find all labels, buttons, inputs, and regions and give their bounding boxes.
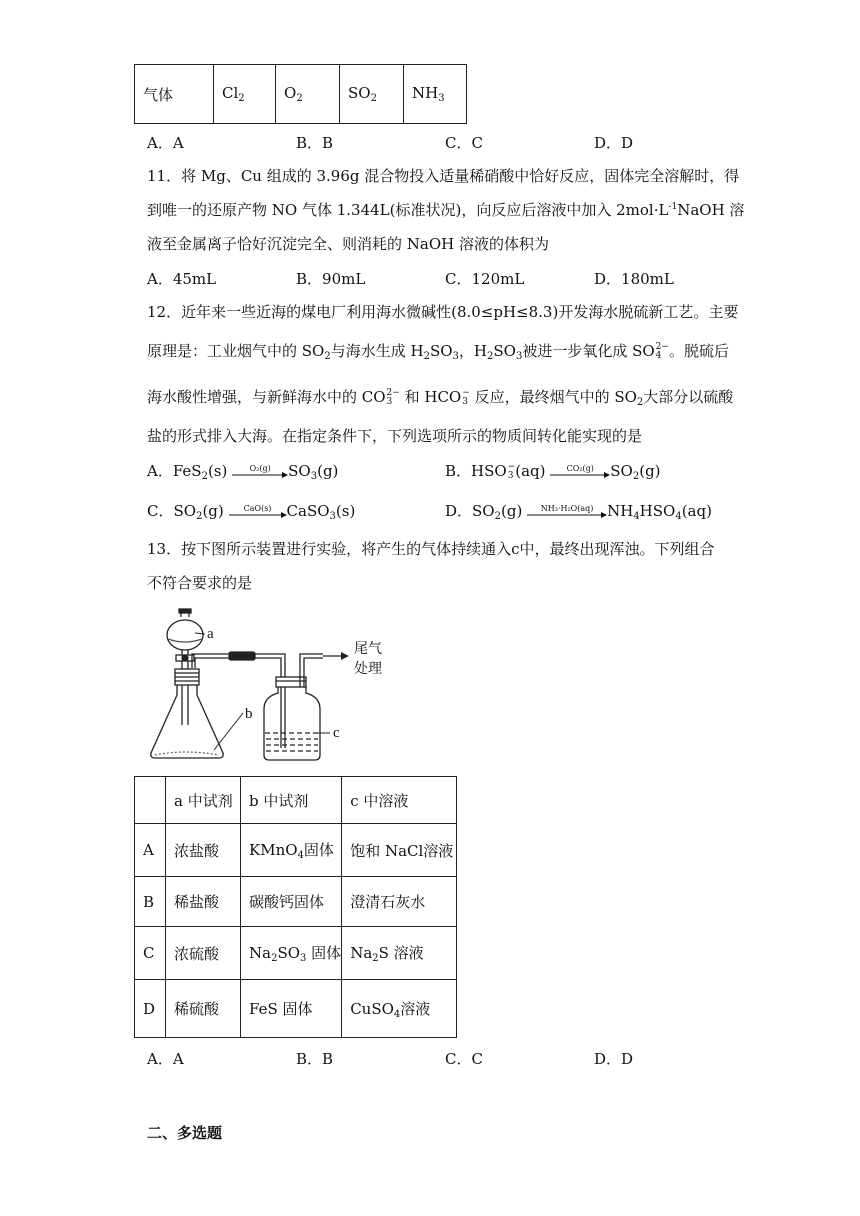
cell-c-solution: $Na_2S$ 溶液 [342,927,457,980]
label-b: b [245,706,253,722]
table-row [135,980,457,1038]
reaction-arrow: CO₂(g) [550,465,610,479]
cell-b-reagent: 碳酸钙固体 [241,877,342,927]
cell-c-solution: 澄清石灰水 [342,877,457,927]
gas-cell-so2: $SO_2$ [340,65,404,124]
tail-gas-label-2: 处理 [354,661,382,677]
q12-text-line4: 盐的形式排入大海。在指定条件下，下列选项所示的物质间转化能实现的是 [147,427,643,445]
row-id: D [135,980,166,1038]
table-row [135,824,457,877]
cell-c-solution: CuSO$_4$溶液 [342,980,457,1038]
cell-a-reagent: 稀硫酸 [166,980,241,1038]
row-id: B [135,877,166,927]
reagent-table [134,776,457,1038]
q11-option-c[interactable]: C．120mL [445,270,525,288]
cell-b-reagent: FeS 固体 [241,980,342,1038]
q11-option-a[interactable]: A．45mL [147,270,217,288]
q12-option-c[interactable]: C．$SO_2(g)$ CaO(s) CaSO$_3$(s) [147,502,356,522]
cell-a-reagent: 稀盐酸 [166,877,241,927]
table-header-row [135,777,457,824]
cell-a-reagent: 浓硫酸 [166,927,241,980]
gas-bottle [264,654,323,760]
gas-cell-o2: $O_2$ [276,65,340,124]
q12-text-line2: 原理是：工业烟气中的 $SO_2$与海水生成 $H_2SO_3$，$H_2SO_3$被进一步氧化成 SO 2− 4 。脱硫后 [147,342,729,362]
row-id: A [135,824,166,877]
q12-option-b[interactable]: B．HSO − 3 (aq) CO₂(g) $SO_2(g)$ [445,462,661,482]
cell-b-reagent: KMnO$_4$固体 [241,824,342,877]
label-a: a [207,626,214,642]
gas-cell-cl2: $Cl_2$ [214,65,276,124]
q12-option-a[interactable]: A．FeS$_2$(s) O₂(g) $SO_3(g)$ [147,462,339,482]
table-header-cell: c 中溶液 [342,777,457,824]
label-c: c [333,725,340,741]
cell-a-reagent: 浓盐酸 [166,824,241,877]
q11-text-line3: 液至金属离子恰好沉淀完全、则消耗的 NaOH 溶液的体积为 [147,235,549,253]
delivery-tube [192,652,285,681]
q11-option-b[interactable]: B．90mL [296,270,366,288]
separatory-funnel [167,609,203,725]
gas-cell-nh3: $NH_3$ [404,65,467,124]
q11-option-d[interactable]: D．180mL [594,270,674,288]
section-title: 二、多选题 [147,1124,223,1142]
table-row [135,927,457,980]
table-header-cell [135,777,166,824]
q13-option-b[interactable]: B．B [296,1050,334,1068]
q10-option-d[interactable]: D．D [594,134,634,152]
gas-table [134,64,467,124]
table-header-cell: a 中试剂 [166,777,241,824]
q13-option-d[interactable]: D．D [594,1050,634,1068]
q12-text-line1: 12．近年来一些近海的煤电厂利用海水微碱性(8.0≤pH≤8.3)开发海水脱硫新工艺。主要 [147,303,739,321]
reaction-arrow: CaO(s) [229,505,287,519]
cell-b-reagent: $Na_2SO_3$ 固体 [241,927,342,980]
tail-gas-label-1: 尾气 [354,641,382,657]
q13-option-a[interactable]: A．A [147,1050,184,1068]
gas-table-header: 气体 [135,65,214,124]
conical-flask [151,669,223,758]
reaction-arrow: NH₃·H₂O(aq) [527,505,607,519]
q12-text-line3: 海水酸性增强，与新鲜海水中的 CO 2− 3 和 HCO − 3 反应，最终烟气中的 $SO_2$大部分以硫酸 [147,388,734,408]
table-header-cell: b 中试剂 [241,777,342,824]
q12-option-d[interactable]: D．$SO_2(g)$ NH₃·H₂O(aq) $NH_4HSO_4(aq)$ [445,502,712,522]
q10-option-c[interactable]: C．C [445,134,483,152]
q13-text-line1: 13．按下图所示装置进行实验，将产生的气体持续通入c中，最终出现浑浊。下列组合 [147,540,715,558]
cell-c-solution: 饱和 NaCl溶液 [342,824,457,877]
tail-gas-arrow-icon [341,652,349,660]
q13-text-line2: 不符合要求的是 [147,574,253,592]
table-row [135,877,457,927]
q11-text-line2: 到唯一的还原产物 NO 气体 1.344L(标准状况)，向反应后溶液中加入 $2mol\cdot L^{-1}NaOH$ 溶 [147,201,745,219]
row-id: C [135,927,166,980]
q11-text-line1: 11．将 Mg、Cu 组成的 3.96g 混合物投入适量稀硝酸中恰好反应，固体完全溶解时，得 [147,167,740,185]
reaction-arrow: O₂(g) [232,465,288,479]
apparatus-diagram [145,605,405,775]
q13-option-c[interactable]: C．C [445,1050,483,1068]
q10-option-b[interactable]: B．B [296,134,334,152]
q10-option-a[interactable]: A．A [147,134,184,152]
